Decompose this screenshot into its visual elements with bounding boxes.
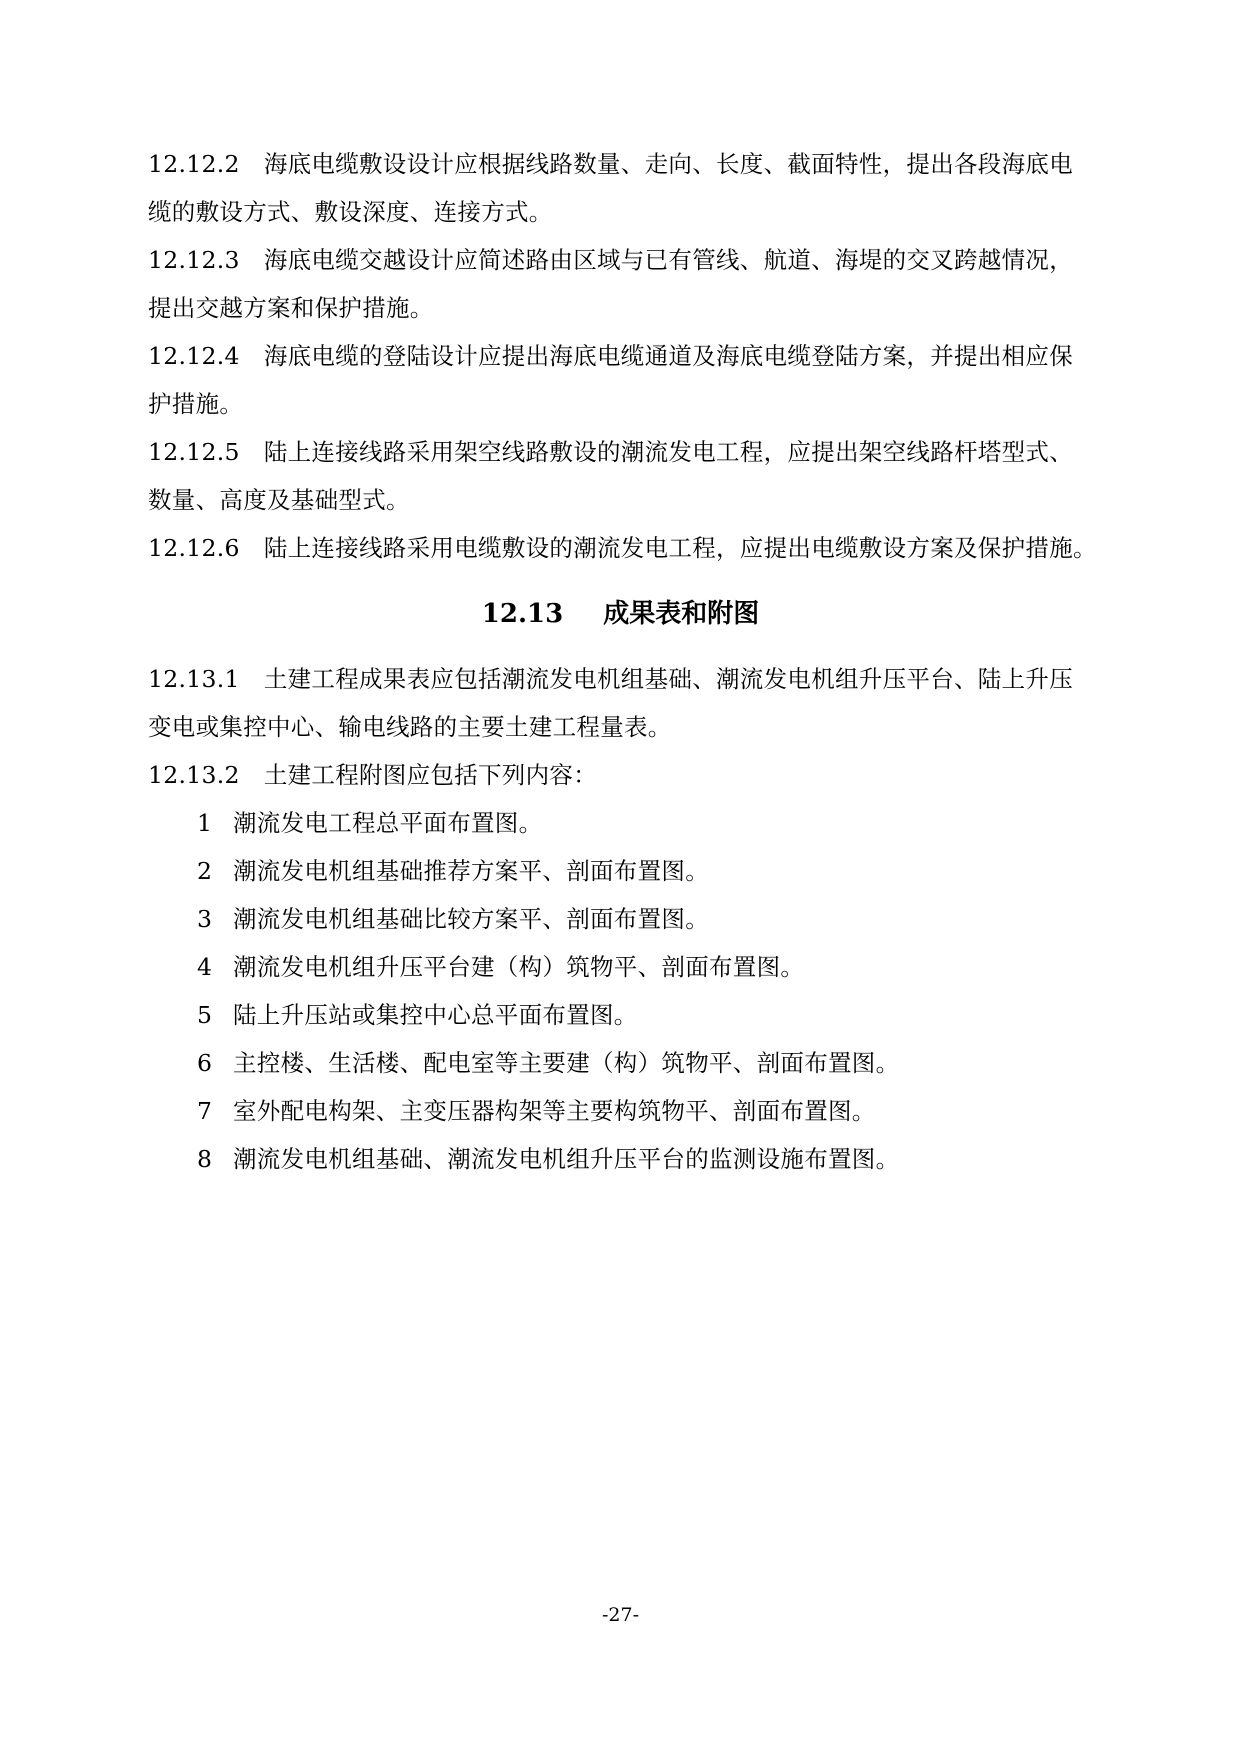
- list-item: [197, 799, 1097, 847]
- clause-text: 土建工程成果表应包括潮流发电机组基础、潮流发电机组升压平台、陆上升压: [263, 665, 1074, 693]
- list-item-number: 8: [197, 1145, 213, 1173]
- list-item-text: 潮流发电机组升压平台建（构）筑物平、剖面布置图。: [233, 953, 805, 981]
- clause-text: 海底电缆的登陆设计应提出海底电缆通道及海底电缆登陆方案，并提出相应保: [263, 342, 1074, 370]
- list-item: [197, 847, 1097, 895]
- clause-text-continued: 护措施。: [148, 390, 244, 418]
- clause-12-12-2: [148, 140, 1098, 236]
- clause-text-continued: 缆的敷设方式、敷设深度、连接方式。: [148, 198, 553, 226]
- list-item-text: 陆上升压站或集控中心总平面布置图。: [233, 1001, 638, 1029]
- list-item: [197, 943, 1097, 991]
- list-item-text: 室外配电构架、主变压器构架等主要构筑物平、剖面布置图。: [233, 1097, 876, 1125]
- clause-12-12-4: [148, 332, 1098, 428]
- clause-text-continued: 提出交越方案和保护措施。: [148, 294, 434, 322]
- list-item-text: 潮流发电机组基础、潮流发电机组升压平台的监测设施布置图。: [233, 1145, 900, 1173]
- clause-number: 12.12.5: [148, 438, 240, 466]
- clause-12-13-1: [148, 655, 1098, 751]
- list-item-text: 潮流发电机组基础比较方案平、剖面布置图。: [233, 905, 709, 933]
- list-item-number: 7: [197, 1097, 213, 1125]
- list-item-number: 2: [197, 857, 213, 885]
- clause-12-12-6: [148, 524, 1098, 572]
- clause-text: 土建工程附图应包括下列内容：: [263, 761, 598, 789]
- list-item-number: 4: [197, 953, 213, 981]
- list-item-number: 6: [197, 1049, 213, 1077]
- clause-number: 12.13.1: [148, 665, 240, 693]
- list-item-text: 潮流发电机组基础推荐方案平、剖面布置图。: [233, 857, 709, 885]
- clause-text: 陆上连接线路采用架空线路敷设的潮流发电工程，应提出架空线路杆塔型式、: [263, 438, 1074, 466]
- list-item-number: 1: [197, 809, 213, 837]
- list-item-number: 3: [197, 905, 213, 933]
- list-item-number: 5: [197, 1001, 213, 1029]
- clause-number: 12.13.2: [148, 761, 240, 789]
- clause-number: 12.12.6: [148, 534, 240, 562]
- clause-number: 12.12.3: [148, 246, 240, 274]
- clause-text: 海底电缆敷设设计应根据线路数量、走向、长度、截面特性，提出各段海底电: [263, 150, 1074, 178]
- clause-text-continued: 变电或集控中心、输电线路的主要土建工程量表。: [148, 713, 672, 741]
- section-heading-title: 成果表和附图: [603, 599, 760, 629]
- clause-text-continued: 数量、高度及基础型式。: [148, 486, 410, 514]
- list-item: [197, 991, 1097, 1039]
- list-item: [197, 1087, 1097, 1135]
- clause-number: 12.12.4: [148, 342, 240, 370]
- page-number: -27-: [601, 1604, 640, 1626]
- list-item: [197, 1039, 1097, 1087]
- list-item: [197, 895, 1097, 943]
- section-heading: [0, 590, 1241, 638]
- list-item-text: 主控楼、生活楼、配电室等主要建（构）筑物平、剖面布置图。: [233, 1049, 900, 1077]
- clause-text: 陆上连接线路采用电缆敷设的潮流发电工程，应提出电缆敷设方案及保护措施。: [263, 534, 1097, 562]
- list-item-text: 潮流发电工程总平面布置图。: [233, 809, 543, 837]
- clause-12-12-3: [148, 236, 1098, 332]
- section-heading-number: 12.13: [481, 599, 564, 629]
- list-item: [197, 1135, 1097, 1183]
- clause-12-12-5: [148, 428, 1098, 524]
- clause-text: 海底电缆交越设计应简述路由区域与已有管线、航道、海堤的交叉跨越情况，: [263, 246, 1074, 274]
- clause-number: 12.12.2: [148, 150, 240, 178]
- clause-12-13-2: [148, 751, 1098, 799]
